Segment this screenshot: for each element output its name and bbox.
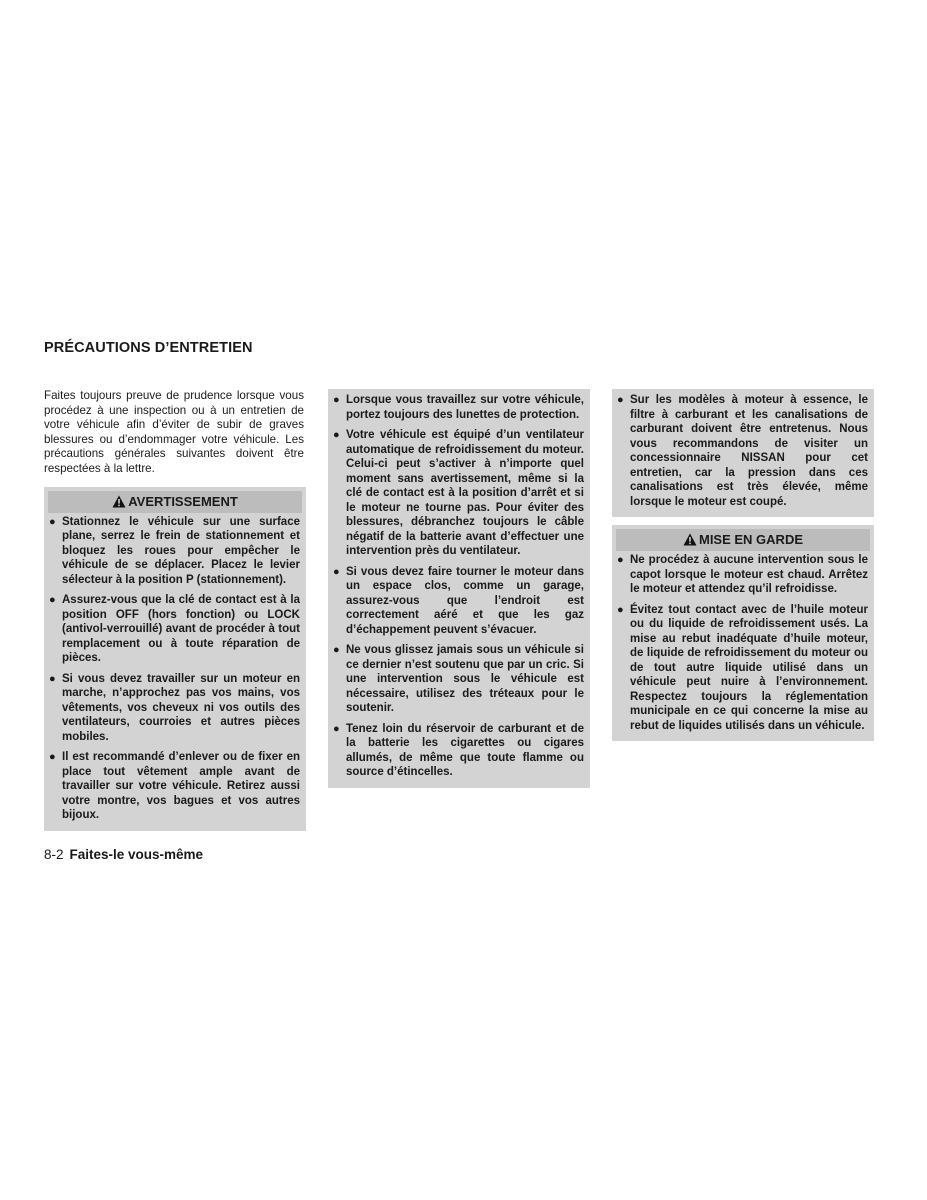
bullet-icon: ● <box>49 594 56 607</box>
list-item: ● Ne procédez à aucune intervention sous le capot lorsque le moteur est chaud. Arrêtez le moteur et attendez qu’il refroidisse. <box>617 554 868 595</box>
warning-list <box>48 515 302 823</box>
column-left <box>44 389 306 831</box>
bullet-icon: ● <box>49 672 56 685</box>
bullet-icon: ● <box>617 603 624 616</box>
warning-triangle-icon <box>112 493 126 515</box>
bullet-icon: ● <box>333 429 340 441</box>
intro-paragraph: Faites toujours preuve de prudence lorsque vous procédez à une inspection ou à un entretien de votre véhicule afin d’éviter de subir de graves blessures ou d’endommager votre véhicule. Les précautions générales suivantes doivent être respectées à la lettre. <box>44 389 304 475</box>
list-item: ● Lorsque vous travaillez sur votre véhicule, portez toujours des lunettes de protection. <box>333 394 584 421</box>
list-item: ● Tenez loin du réservoir de carburant et de la batterie les cigarettes ou cigares allumés, de même que toute flamme ou source d’étincelles. <box>333 722 584 778</box>
fuel-panel <box>612 389 874 517</box>
bullet-icon: ● <box>333 722 340 735</box>
warning-triangle-icon <box>683 531 697 553</box>
warning-box-header <box>48 491 302 513</box>
chapter-title: Faites-le vous-même <box>69 847 204 862</box>
bullet-icon: ● <box>49 751 56 764</box>
page-number: 8-2 <box>44 847 64 862</box>
list-item: ● Il est recommandé d’enlever ou de fixer en place tout vêtement ample avant de travailler sur votre véhicule. Retirez aussi votre montre, vos bagues et vos autres bijoux. <box>49 751 300 822</box>
list-item: ● Évitez tout contact avec de l’huile moteur ou du liquide de refroidissement usés. La mise au rebut inadéquate d’huile moteur, de liquide de refroidissement du moteur ou de tout autre liquide utilisé dans un véhicule peut nuire à l’environnement. Respectez toujours la réglementation municipale en ce qui concerne la mise au rebut de liquides utilisés dans un véhicule. <box>617 603 868 732</box>
list-item: ● Votre véhicule est équipé d’un ventilateur automatique de refroidissement du moteur. Celui-ci peut s’activer à n’importe quel moment sans avertissement, même si la clé de contact est à la position d’arrêt et si le moteur ne tourne pas. Pour éviter des blessures, débranchez toujours le câble négatif de la batterie avant d’effectuer une intervention près du ventilateur. <box>333 429 584 557</box>
bullet-icon: ● <box>333 644 340 656</box>
list-item: ● Si vous devez travailler sur un moteur en marche, n’approchez pas vos mains, vos vêtements, vos cheveux ni vos outils des ventilateurs, courroies et autres pièces mobiles. <box>49 672 300 743</box>
caution-box <box>612 525 874 741</box>
bullet-icon: ● <box>333 394 340 406</box>
middle-list <box>332 393 586 780</box>
spacer <box>612 517 874 525</box>
column-middle <box>328 389 590 788</box>
warning-box <box>44 487 306 831</box>
caution-box-header <box>616 529 870 551</box>
list-item: ● Sur les modèles à moteur à essence, le filtre à carburant et les canalisations de carburant doivent être entretenus. Nous vous recommandons de visiter un concessionnaire NISSAN pour cet entretien, car la pression dans ces canalisations est très élevée, même lorsque le moteur est coupé. <box>617 394 868 508</box>
warning-box-title: AVERTISSEMENT <box>128 493 238 509</box>
bullet-icon: ● <box>617 554 624 566</box>
section-title: PRÉCAUTIONS D’ENTRETIEN <box>44 340 253 356</box>
bullet-icon: ● <box>333 565 340 578</box>
column-right <box>612 389 874 741</box>
list-item: ● Stationnez le véhicule sur une surface plane, serrez le frein de stationnement et bloquez les roues pour empêcher le véhicule de se déplacer. Placez le levier sélecteur à la position P (stationnement). <box>49 515 300 586</box>
bullet-icon: ● <box>617 394 624 406</box>
caution-list <box>616 553 870 733</box>
caution-box-title: MISE EN GARDE <box>698 532 803 547</box>
bullet-icon: ● <box>49 515 56 528</box>
list-item: ● Ne vous glissez jamais sous un véhicule si ce dernier n’est soutenu que par un cric. Si une intervention sous le véhicule est nécessaire, utilisez des tréteaux pour le soutenir. <box>333 644 584 714</box>
page-footer <box>44 847 203 862</box>
right-list <box>616 393 870 509</box>
list-item: ● Assurez-vous que la clé de contact est à la position OFF (hors fonction) ou LOCK (antivol-verrouillé) avant de procéder à tout remplacement ou à toute réparation de pièces. <box>49 594 300 665</box>
list-item: ● Si vous devez faire tourner le moteur dans un espace clos, comme un garage, assurez-vous que l’endroit est correctement aéré et que les gaz d’échappement peuvent s’évacuer. <box>333 565 584 636</box>
